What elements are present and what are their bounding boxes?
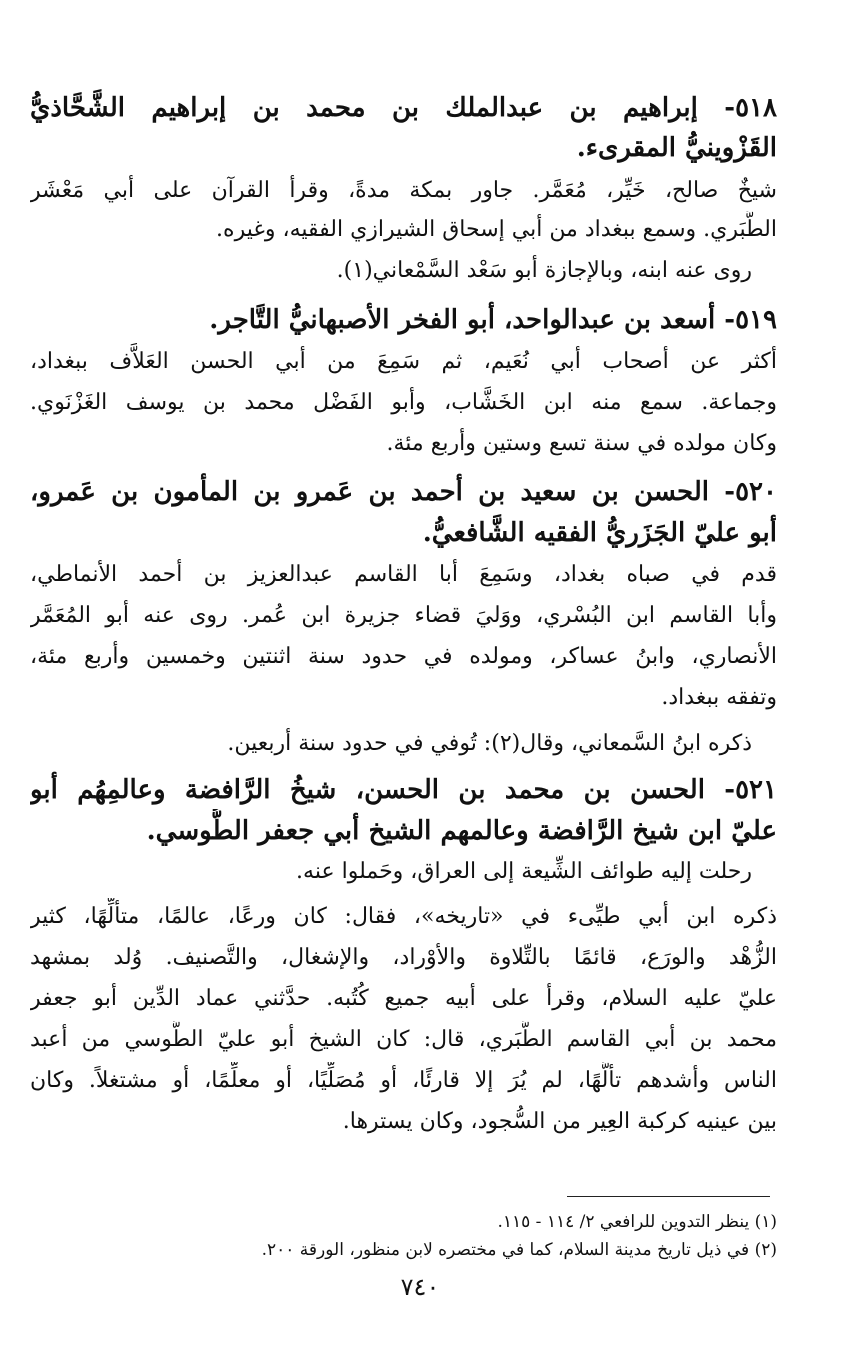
entry-heading-520: ٥٢٠- الحسن بن سعيد بن أحمد بن عَمرو بن المأمون بن عَمرو، (30, 477, 777, 507)
paragraph-line: الطَّبَري. وسمع ببغداد من أبي إسحاق الشيرازي الفقيه، وغيره. (216, 217, 777, 242)
paragraph-line: الناس وأشدهم تألُّهًا، لم يُرَ إلا قارئًا، أو مُصَلِّيًا، أو معلِّمًا، أو مشتغلاً. وكان (30, 1068, 777, 1093)
paragraph-line: أكثر عن أصحاب أبي نُعَيم، ثم سَمِعَ من أبي الحسن العَلاَّف ببغداد، (30, 349, 777, 374)
entry-heading-519: ٥١٩- أسعد بن عبدالواحد، أبو الفخر الأصبهانيُّ التَّاجر. (209, 305, 777, 335)
footnote-divider (567, 1196, 770, 1197)
paragraph-line: الأنصاري، وابنُ عساكر، ومولده في حدود سنة اثنتين وخمسين وأربع مئة، (30, 644, 777, 669)
paragraph-line: شيخٌ صالح، خَيِّر، مُعَمَّر. جاور بمكة مدةً، وقرأ القرآن على أبي مَعْشَر (30, 178, 777, 203)
entry-heading-520-cont: أبو عليّ الجَزَريُّ الفقيه الشَّافعيُّ. (422, 518, 777, 548)
entry-heading-521-cont: عليّ ابن شيخ الرَّافضة وعالمهم الشيخ أبي جعفر الطُّوسي. (146, 816, 777, 846)
footnote-1: (١) ينظر التدوين للرافعي ٢/ ١١٤ - ١١٥. (497, 1212, 777, 1232)
paragraph-line: روى عنه ابنه، وبالإجازة أبو سَعْد السَّمْعاني(١). (336, 258, 752, 283)
paragraph-line: قدم في صباه بغداد، وسَمِعَ أبا القاسم عبدالعزيز بن أحمد الأنماطي، (30, 562, 777, 587)
paragraph-line: وتفقه ببغداد. (661, 685, 777, 710)
paragraph-line: عليّ عليه السلام، وقرأ على أبيه جميع كُتُبه. حدَّثني عماد الدِّين أبو جعفر (30, 986, 777, 1011)
paragraph-line: ذكره ابنُ السَّمعاني، وقال(٢): تُوفي في حدود سنة أربعين. (227, 731, 752, 756)
paragraph-line: رحلت إليه طوائف الشِّيعة إلى العراق، وحَملوا عنه. (296, 859, 752, 884)
paragraph-line: وجماعة. سمع منه ابن الخَشَّاب، وأبو الفَضْل محمد بن يوسف الغَزْنَوي. (30, 390, 777, 415)
entry-heading-518-cont: القَزْوينيُّ المقرىء. (576, 133, 777, 163)
paragraph-line: وكان مولده في سنة تسع وستين وأربع مئة. (386, 431, 777, 456)
entry-heading-521: ٥٢١- الحسن بن محمد بن الحسن، شيخُ الرَّافضة وعالمِهُم أبو (30, 775, 777, 805)
entry-heading-518: ٥١٨- إبراهيم بن عبدالملك بن محمد بن إبراهيم الشَّحَّاذيُّ (30, 93, 777, 123)
paragraph-line: محمد بن أبي القاسم الطَّبَري، قال: كان الشيخ أبو عليّ الطُّوسي من أعبد (30, 1027, 777, 1052)
footnote-2: (٢) في ذيل تاريخ مدينة السلام، كما في مختصره لابن منظور، الورقة ٢٠٠. (261, 1240, 777, 1260)
paragraph-line: بين عينيه كركبة العِير من السُّجود، وكان يسترها. (342, 1109, 777, 1134)
paragraph-line: ذكره ابن أبي طيِّىء في «تاريخه»، فقال: كان ورعًا، عالمًا، متألِّهًا، كثير (30, 904, 777, 929)
paragraph-line: وأبا القاسم ابن البُسْري، ووَليَ قضاء جزيرة ابن عُمر. روى عنه أبو المُعَمَّر (30, 603, 777, 628)
paragraph-line: الزُّهْد والورَع، قائمًا بالتِّلاوة والأوْراد، والإشغال، والتَّصنيف. وُلد بمشهد (30, 945, 777, 970)
page-number: ٧٤٠ (400, 1273, 440, 1301)
